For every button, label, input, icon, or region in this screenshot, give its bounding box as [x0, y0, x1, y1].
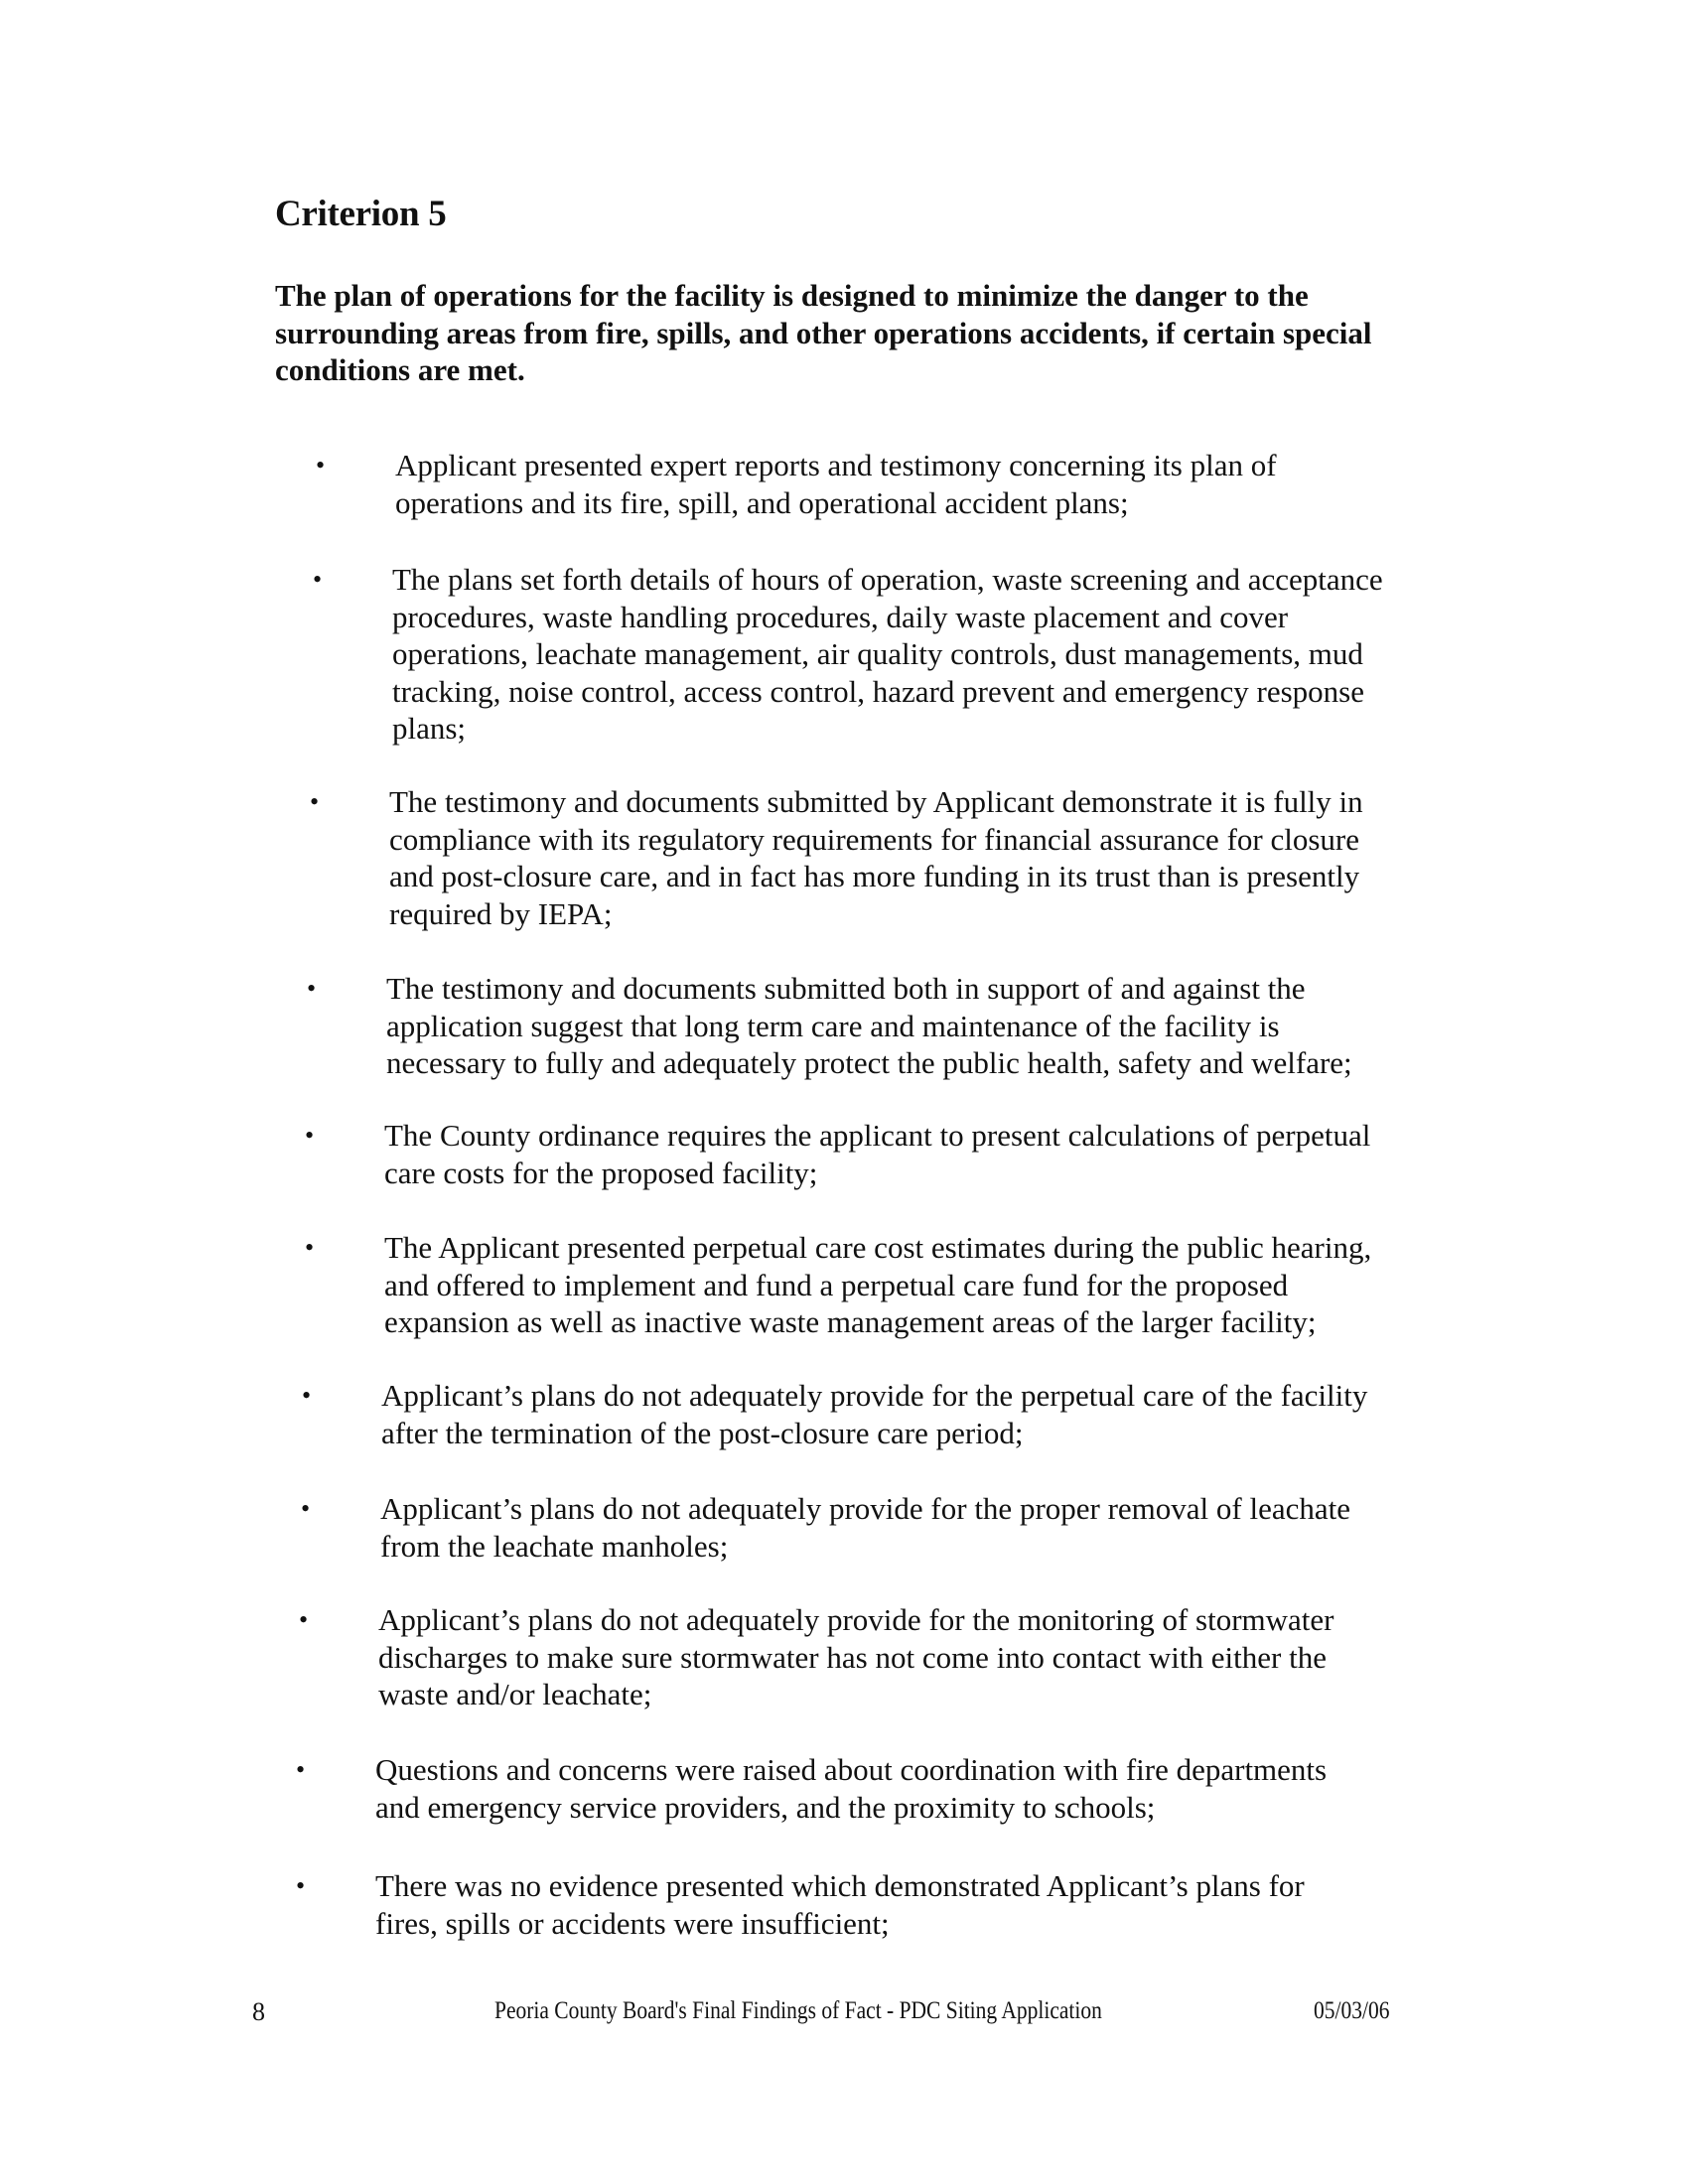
- list-item: [302, 1377, 1368, 1451]
- bullet-icon: •: [305, 1121, 315, 1150]
- criterion-line: The plan of operations for the facility is designed to minimize the danger to the: [275, 278, 1309, 313]
- bullet-icon: •: [302, 1381, 312, 1410]
- bullet-icon: •: [296, 1755, 306, 1784]
- footer-title: Peoria County Board's Final Findings of Fact - PDC Siting Application: [494, 1997, 1102, 2024]
- list-item-line: discharges to make sure stormwater has not come into contact with either the: [378, 1639, 1327, 1675]
- list-item: [301, 1490, 1351, 1565]
- list-item: [316, 447, 1277, 521]
- list-item-line: fires, spills or accidents were insufficient;: [375, 1905, 890, 1941]
- bullet-icon: •: [301, 1494, 311, 1523]
- list-item: [296, 1867, 1305, 1942]
- criterion-line: conditions are met.: [275, 352, 525, 387]
- list-item-line: The plans set forth details of hours of operation, waste screening and acceptance: [392, 562, 1383, 597]
- list-item-line: operations, leachate management, air quality controls, dust managements, mud: [392, 636, 1363, 671]
- list-item-line: after the termination of the post-closure care period;: [381, 1415, 1024, 1450]
- list-item: [305, 1229, 1372, 1341]
- bullet-icon: •: [305, 1233, 315, 1262]
- footer-date: 05/03/06: [1314, 1997, 1390, 2024]
- bullet-icon: •: [316, 451, 326, 479]
- list-item-line: The Applicant presented perpetual care cost estimates during the public hearing,: [384, 1230, 1372, 1265]
- list-item: [313, 561, 1383, 748]
- list-item-line: There was no evidence presented which demonstrated Applicant’s plans for: [375, 1868, 1305, 1903]
- list-item-line: application suggest that long term care and maintenance of the facility is: [386, 1008, 1280, 1043]
- list-item-line: Applicant presented expert reports and testimony concerning its plan of: [395, 448, 1277, 482]
- list-item-line: compliance with its regulatory requirements for financial assurance for closure: [389, 821, 1359, 857]
- bullet-icon: •: [313, 565, 323, 594]
- list-item-line: and offered to implement and fund a perpetual care fund for the proposed: [384, 1267, 1289, 1302]
- list-item-line: necessary to fully and adequately protect the public health, safety and welfare;: [386, 1045, 1352, 1080]
- list-item-line: The testimony and documents submitted by Applicant demonstrate it is fully in: [389, 784, 1363, 819]
- list-item-line: and post-closure care, and in fact has more funding in its trust than is presently: [389, 859, 1360, 893]
- list-item-line: The County ordinance requires the applicant to present calculations of perpetual: [384, 1118, 1371, 1153]
- list-item-line: operations and its fire, spill, and operational accident plans;: [395, 484, 1129, 520]
- bullet-icon: •: [299, 1605, 309, 1634]
- bullet-icon: •: [296, 1871, 306, 1900]
- list-item-line: waste and/or leachate;: [378, 1677, 652, 1711]
- list-item-line: Applicant’s plans do not adequately provide for the monitoring of stormwater: [378, 1602, 1334, 1637]
- list-item: [299, 1601, 1334, 1713]
- list-item-line: and emergency service providers, and the proximity to schools;: [375, 1789, 1156, 1825]
- list-item: [310, 783, 1363, 932]
- list-item: [307, 970, 1352, 1082]
- list-item-line: from the leachate manholes;: [380, 1528, 729, 1564]
- criterion-line: surrounding areas from fire, spills, and other operations accidents, if certain special: [275, 315, 1372, 350]
- list-item-line: Applicant’s plans do not adequately provide for the proper removal of leachate: [380, 1491, 1351, 1526]
- list-item-line: tracking, noise control, access control, hazard prevent and emergency response: [392, 673, 1364, 709]
- list-item-line: expansion as well as inactive waste management areas of the larger facility;: [384, 1304, 1317, 1339]
- list-item-line: procedures, waste handling procedures, daily waste placement and cover: [392, 599, 1289, 634]
- bullet-icon: •: [307, 974, 317, 1003]
- list-item: [305, 1117, 1371, 1191]
- criterion-statement: [275, 277, 1372, 389]
- list-item: [296, 1751, 1328, 1826]
- list-item-line: Questions and concerns were raised about coordination with fire departments: [375, 1752, 1328, 1787]
- list-item-line: care costs for the proposed facility;: [384, 1155, 818, 1190]
- footer-page-number: 8: [252, 1997, 265, 2026]
- list-item-line: plans;: [392, 711, 467, 746]
- section-heading: Criterion 5: [275, 194, 447, 234]
- bullet-icon: •: [310, 787, 320, 816]
- list-item-line: Applicant’s plans do not adequately provide for the perpetual care of the facility: [381, 1378, 1368, 1413]
- list-item-line: The testimony and documents submitted both in support of and against the: [386, 971, 1306, 1006]
- list-item-line: required by IEPA;: [389, 895, 613, 931]
